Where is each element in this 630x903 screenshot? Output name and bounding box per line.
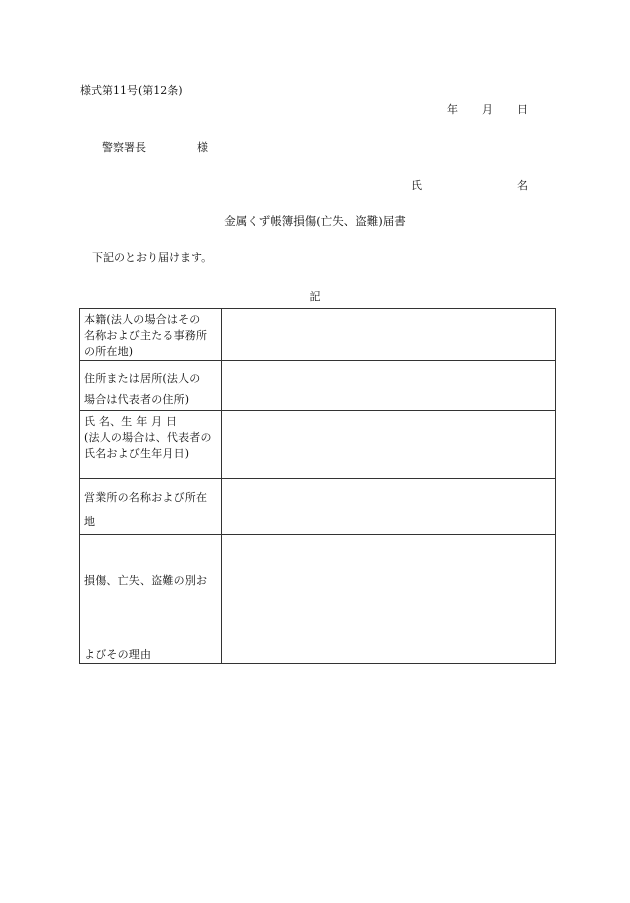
row-label-eigyosho: 営業所の名称および所在 地 [84, 491, 208, 528]
table-row [80, 411, 556, 479]
table-row [80, 361, 556, 411]
table-row [80, 309, 556, 361]
row-label-sonsho-line2: よびその理由 [84, 648, 152, 661]
addressee-name: 警察署長 [102, 141, 146, 154]
intro-text: 下記のとおり届けます。 [92, 251, 213, 264]
date-year-label: 年 [447, 103, 458, 116]
shimei-value-field[interactable] [222, 411, 556, 479]
row-label-cell [80, 479, 222, 535]
jusho-value-field[interactable] [222, 361, 556, 411]
report-form-table [79, 308, 556, 664]
document-title: 金属くず帳簿損傷(亡失、盗難)届書 [224, 214, 406, 228]
row-label-sonsho [80, 535, 221, 663]
eigyosho-value-field[interactable] [222, 479, 556, 535]
applicant-name-mei: 名 [517, 179, 528, 192]
row-label-cell [80, 535, 222, 664]
row-label-jusho: 住所または居所(法人の 場合は代表者の住所) [84, 372, 201, 406]
table-row [80, 535, 556, 664]
table-row [80, 479, 556, 535]
date-day-label: 日 [517, 103, 528, 116]
row-label-cell [80, 361, 222, 411]
row-label-cell [80, 309, 222, 361]
honseki-value-field[interactable] [222, 309, 556, 361]
date-month-label: 月 [482, 103, 493, 116]
sonsho-reason-value-field[interactable] [222, 535, 556, 664]
ki-heading: 記 [309, 290, 321, 303]
row-label-sonsho-line1: 損傷、亡失、盗難の別お [84, 574, 208, 587]
row-label-shimei: 氏 名、生 年 月 日 (法人の場合は、代表者の 氏名および生年月日) [84, 415, 212, 460]
addressee-honorific: 様 [197, 141, 208, 154]
applicant-name-shi: 氏 [411, 179, 422, 192]
row-label-honseki: 本籍(法人の場合はその 名称および主たる事務所 の所在地) [84, 313, 208, 358]
form-number: 様式第11号(第12条) [80, 84, 183, 97]
row-label-cell [80, 411, 222, 479]
